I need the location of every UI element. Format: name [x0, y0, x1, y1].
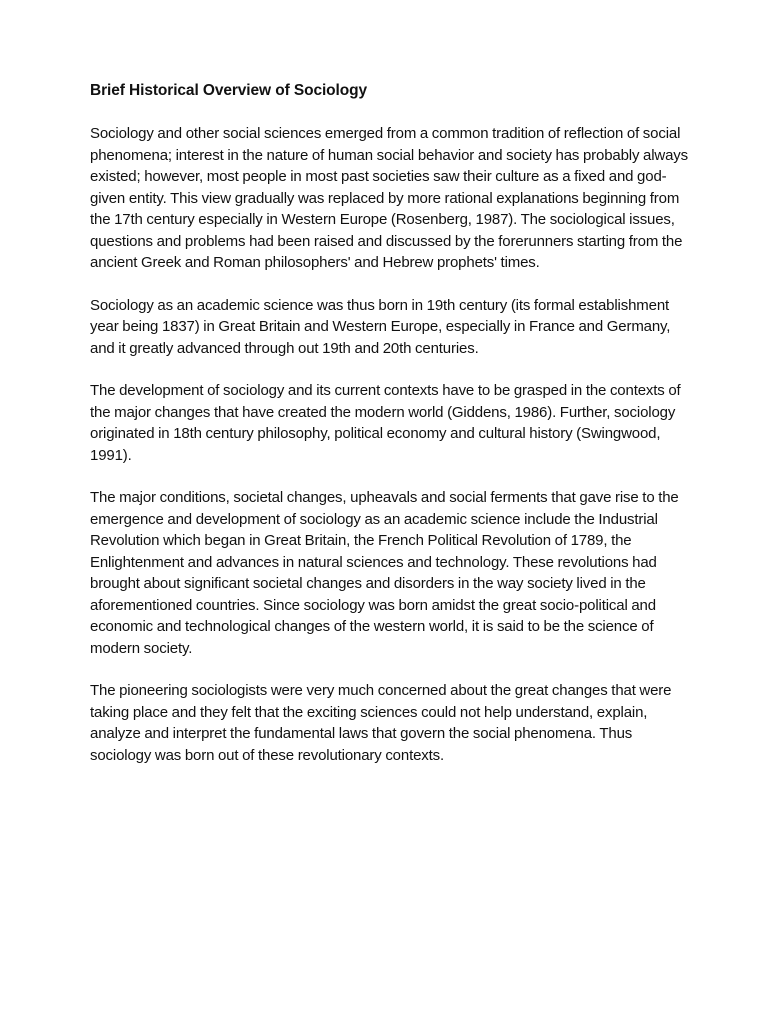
paragraph-origins: Sociology and other social sciences emerged from a common tradition of reflection of social phenomena; interest in the nature of human social behavior and society has probably always existed; however, most people in most past societies saw their culture as a fixed and god-given entity. This view gradually was replaced by more rational explanations beginning from the 17th century especially in Western Europe (Rosenberg, 1987). The sociological issues, questions and problems had been raised and discussed by the forerunners starting from the ancient Greek and Roman philosophers' and Hebrew prophets' times. — [90, 125, 688, 271]
document-title: Brief Historical Overview of Sociology — [90, 82, 368, 99]
paragraph-academic-birth: Sociology as an academic science was thus born in 19th century (its formal establishment year being 1837) in Great Britain and Western Europe, especially in France and Germany, and it greatly advanced through out 19th and 20th centuries. — [90, 296, 671, 357]
paragraph-modern-contexts: The development of sociology and its current contexts have to be grasped in the contexts of the major changes that have created the modern world (Giddens, 1986). Further, sociology originated in 18th century philosophy, political economy and cultural history (Swingwood, 1991). — [90, 382, 681, 464]
paragraph-pioneers: The pioneering sociologists were very much concerned about the great changes that were taking place and they felt that the exciting sciences could not help understand, explain, analyze and interpret the fundamental laws that govern the social phenomena. Thus sociology was born out of these revolutionary contexts. — [90, 682, 672, 764]
paragraph-revolutions: The major conditions, societal changes, upheavals and social ferments that gave rise to the emergence and development of sociology as an academic science include the Industrial Revolution which began in Great Britain, the French Political Revolution of 1789, the Enlightenment and advances in natural sciences and technology. These revolutions had brought about significant societal changes and disorders in the way society lived in the aforementioned countries. Since sociology was born amidst the great socio-political and economic and technological changes of the western world, it is said to be the science of modern society. — [90, 489, 679, 657]
document-page — [90, 80, 690, 787]
